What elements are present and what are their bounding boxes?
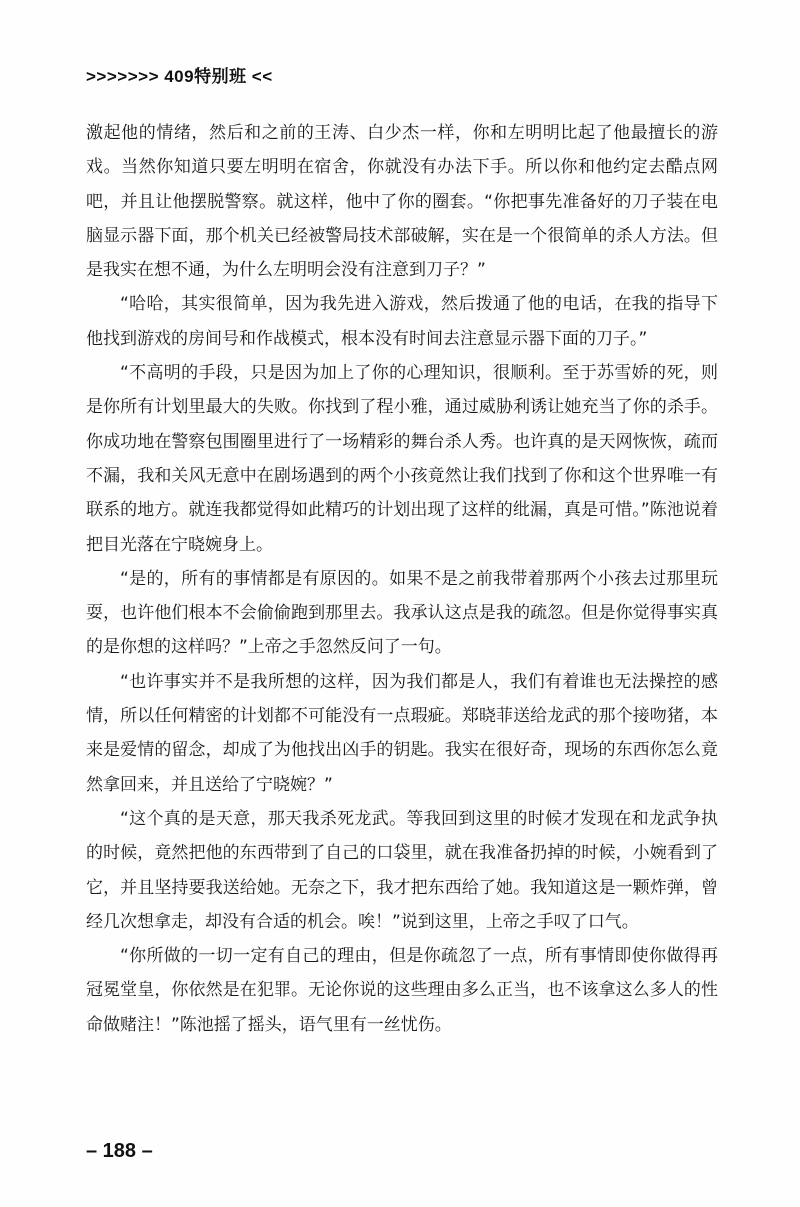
page-number: – 188 – — [86, 1140, 153, 1162]
body-text — [86, 116, 718, 1042]
running-header: >>>>>>> 409特别班 << — [86, 67, 273, 86]
paragraph-3: “不高明的手段，只是因为加上了你的心理知识，很顺利。至于苏雪娇的死，则是你所有计划里最大的失败。你找到了程小雅，通过威胁利诱让她充当了你的杀手。你成功地在警察包围圈里进行了一场精彩的舞台杀人秀。也许真的是天网恢恢，疏而不漏，我和关风无意中在剧场遇到的两个小孩竟然让我们找到了你和这个世界唯一有联系的地方。就连我都觉得如此精巧的计划出现了这样的纰漏，真是可惜。”陈池说着把目光落在宁晓婉身上。 — [86, 363, 718, 555]
paragraph-5: “也许事实并不是我所想的这样，因为我们都是人，我们有着谁也无法操控的感情，所以任何精密的计划都不可能没有一点瑕疵。郑晓菲送给龙武的那个接吻猪，本来是爱情的留念，却成了为他找出凶手的钥匙。我实在很好奇，现场的东西你怎么竟然拿回来，并且送给了宁晓婉？” — [86, 671, 718, 795]
paragraph-4: “是的，所有的事情都是有原因的。如果不是之前我带着那两个小孩去过那里玩耍，也许他们根本不会偷偷跑到那里去。我承认这点是我的疏忽。但是你觉得事实真的是你想的这样吗？”上帝之手忽然反问了一句。 — [86, 568, 718, 658]
paragraph-2: “哈哈，其实很简单，因为我先进入游戏，然后拨通了他的电话，在我的指导下他找到游戏的房间号和作战模式，根本没有时间去注意显示器下面的刀子。” — [86, 294, 718, 349]
paragraph-1: 激起他的情绪，然后和之前的王涛、白少杰一样，你和左明明比起了他最擅长的游戏。当然你知道只要左明明在宿舍，你就没有办法下手。所以你和他约定去酷点网吧，并且让他摆脱警察。就这样，他中了你的圈套。“你把事先准备好的刀子装在电脑显示器下面，那个机关已经被警局技术部破解，实在是一个很简单的杀人方法。但是我实在想不通，为什么左明明会没有注意到刀子？” — [86, 123, 718, 281]
paragraph-6: “这个真的是天意，那天我杀死龙武。等我回到这里的时候才发现在和龙武争执的时候，竟然把他的东西带到了自己的口袋里，就在我准备扔掉的时候，小婉看到了它，并且坚持要我送给她。无奈之下，我才把东西给了她。我知道这是一颗炸弹，曾经几次想拿走，却没有合适的机会。唉！”说到这里，上帝之手叹了口气。 — [86, 808, 718, 932]
paragraph-7: “你所做的一切一定有自己的理由，但是你疏忽了一点，所有事情即使你做得再冠冕堂皇，你依然是在犯罪。无论你说的这些理由多么正当，也不该拿这么多人的性命做赌注！”陈池摇了摇头，语气里有一丝忧伤。 — [86, 946, 718, 1035]
